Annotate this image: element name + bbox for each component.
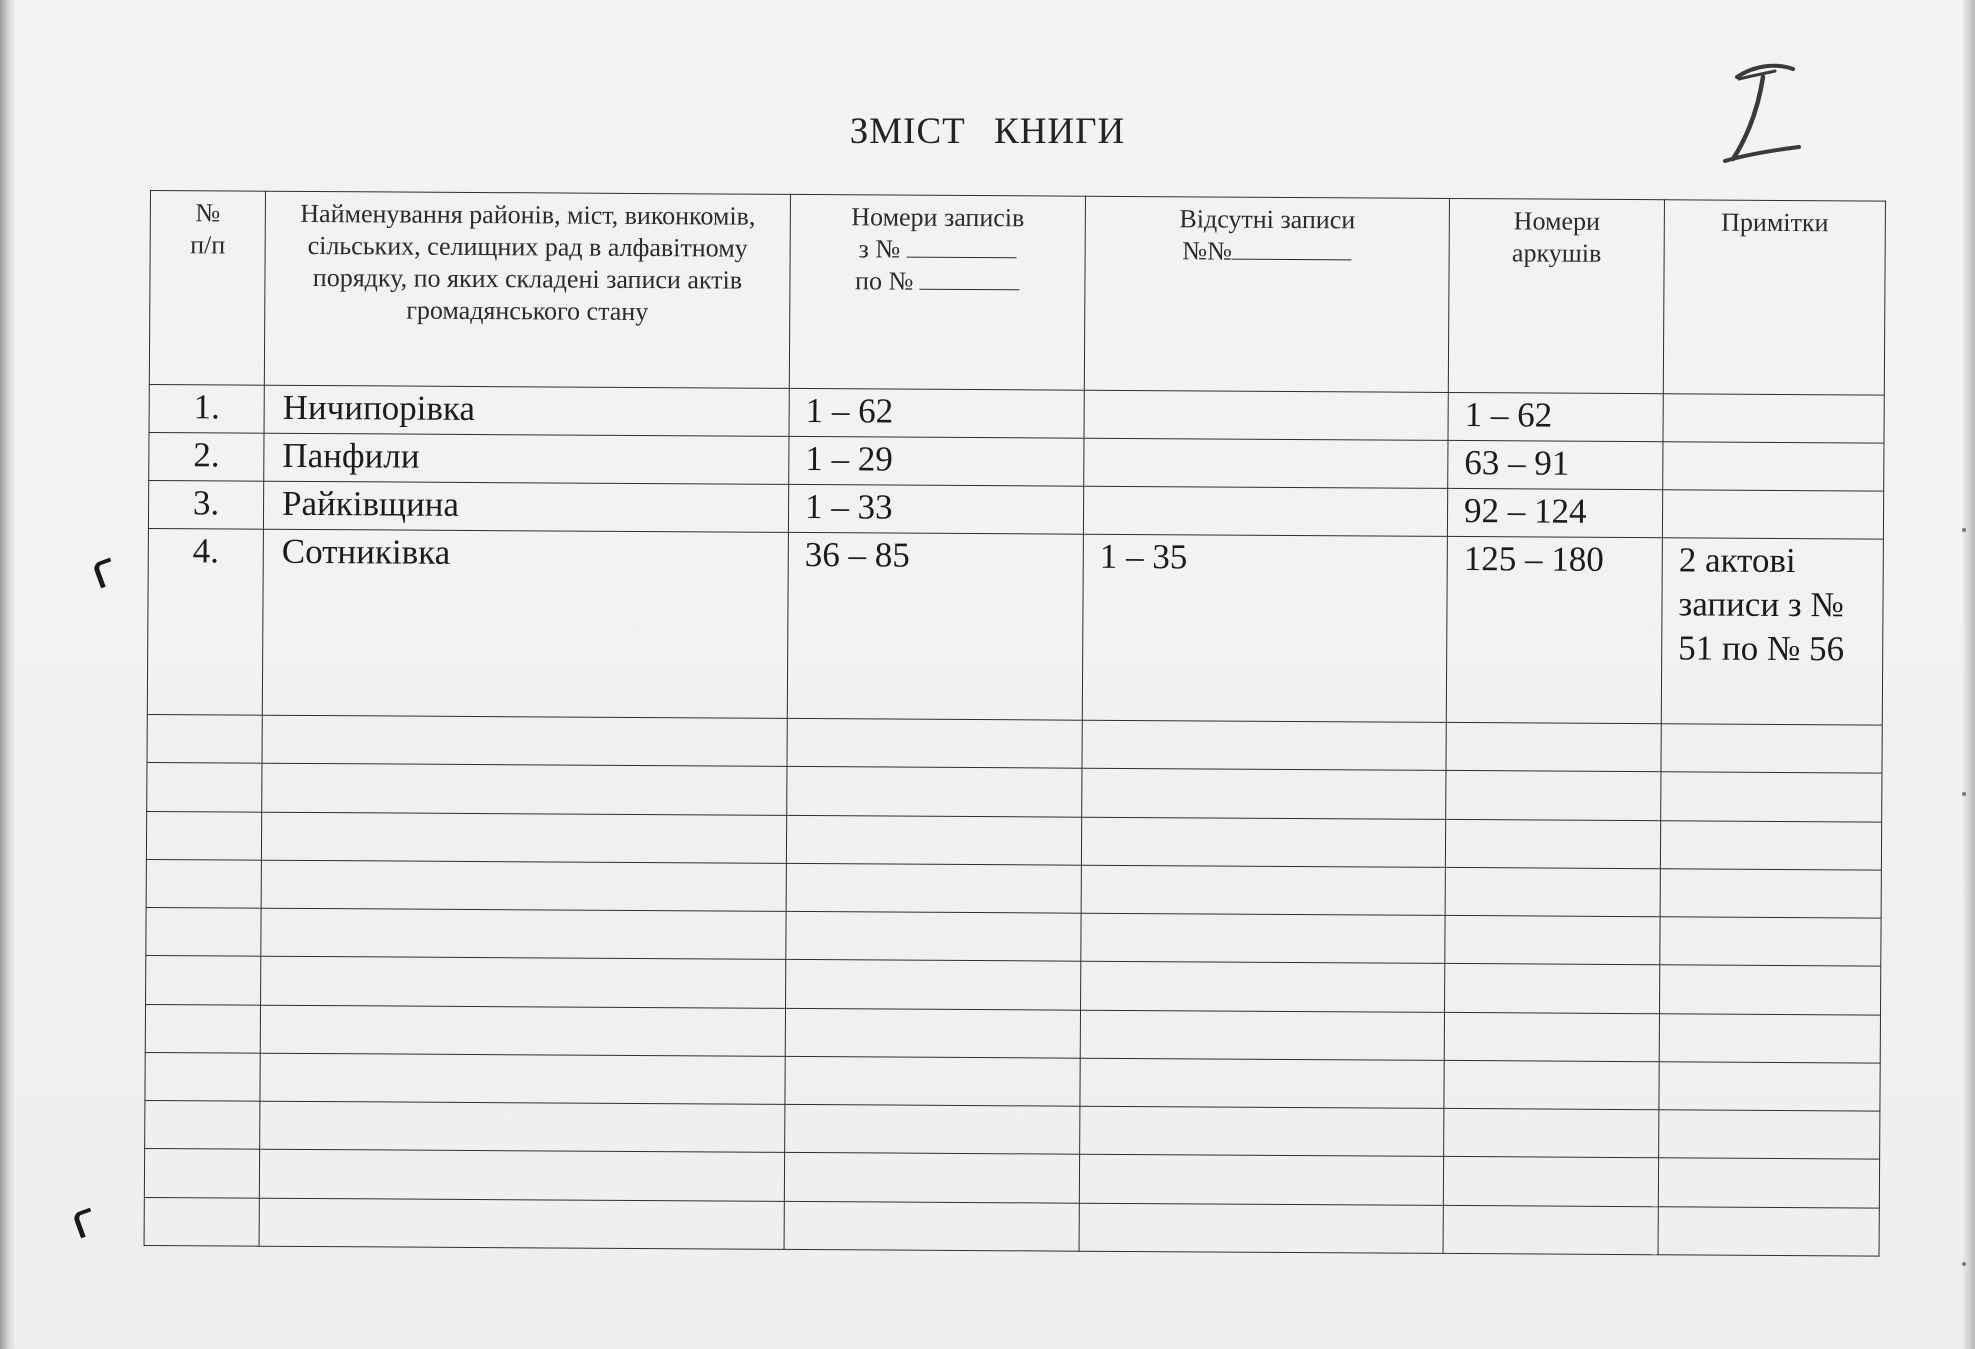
empty-cell — [1658, 1206, 1879, 1256]
empty-cell — [145, 1052, 260, 1101]
cell-sheets: 125 – 180 — [1446, 536, 1662, 723]
cell-number: 3. — [148, 480, 263, 529]
empty-cell — [1660, 820, 1881, 870]
cell-missing — [1084, 438, 1448, 488]
empty-cell — [1080, 1010, 1444, 1060]
empty-cell — [787, 718, 1082, 768]
empty-cell — [1081, 913, 1445, 963]
empty-cell — [145, 1004, 260, 1053]
empty-cell — [146, 811, 261, 860]
margin-tick-mark — [92, 558, 119, 589]
cell-name: Сотниківка — [262, 529, 788, 718]
empty-cell — [1445, 964, 1660, 1014]
empty-cell — [1659, 1110, 1880, 1160]
empty-cell — [260, 1101, 785, 1152]
empty-cell — [259, 1198, 784, 1250]
header-missing: Відсутні записи №№ — [1084, 196, 1449, 392]
empty-cell — [1444, 1012, 1659, 1062]
empty-cell — [1080, 1106, 1444, 1156]
table-row — [147, 528, 1883, 725]
empty-cell — [1081, 865, 1445, 915]
empty-table-row — [144, 1197, 1879, 1256]
empty-cell — [784, 1201, 1079, 1251]
empty-cell — [147, 714, 262, 763]
header-records: Номери записів з № по № — [789, 194, 1085, 390]
empty-cell — [261, 812, 786, 863]
cell-missing: 1 – 35 — [1082, 534, 1447, 722]
empty-cell — [262, 763, 787, 814]
empty-cell — [147, 763, 262, 812]
empty-cell — [1443, 1205, 1658, 1255]
page-edge-left — [0, 0, 16, 1349]
empty-cell — [261, 908, 786, 959]
empty-cell — [1445, 915, 1660, 965]
empty-cell — [1660, 917, 1881, 967]
empty-cell — [145, 1101, 260, 1150]
cell-records: 1 – 62 — [789, 388, 1084, 438]
cell-notes — [1662, 490, 1883, 539]
contents-table — [144, 190, 1885, 1257]
empty-cell — [1081, 962, 1445, 1012]
empty-cell — [260, 1053, 785, 1104]
cell-notes: 2 актові записи з № 51 по № 56 — [1661, 538, 1883, 725]
cell-number: 4. — [147, 528, 263, 715]
cell-records: 1 – 33 — [788, 484, 1083, 534]
empty-cell — [146, 956, 261, 1005]
empty-cell — [1443, 1157, 1658, 1207]
empty-cell — [260, 1005, 785, 1056]
empty-cell — [1659, 965, 1880, 1015]
header-sheets: Номери аркушів — [1448, 198, 1664, 393]
empty-cell — [1082, 720, 1446, 770]
empty-cell — [785, 1056, 1080, 1106]
empty-cell — [1660, 869, 1881, 919]
handwritten-page-number — [1715, 55, 1805, 175]
cell-records: 1 – 29 — [789, 436, 1084, 486]
document-title: ЗМІСТ КНИГИ — [849, 111, 1126, 152]
empty-cell — [786, 911, 1081, 961]
cell-name: Райківщина — [263, 481, 788, 532]
cell-number: 2. — [149, 432, 264, 481]
cell-sheets: 1 – 62 — [1448, 392, 1663, 441]
empty-cell — [784, 1153, 1079, 1203]
empty-cell — [1445, 819, 1660, 869]
empty-cell — [787, 767, 1082, 817]
empty-cell — [146, 908, 261, 957]
page-edge-right — [1963, 0, 1975, 1349]
cell-name: Панфили — [264, 433, 789, 484]
cell-missing — [1083, 486, 1447, 536]
empty-cell — [785, 1105, 1080, 1155]
fill-blank — [920, 288, 1020, 291]
empty-cell — [785, 1008, 1080, 1058]
empty-cell — [1658, 1158, 1879, 1208]
empty-cell — [1082, 768, 1446, 818]
scan-speck — [1962, 792, 1966, 796]
empty-cell — [1445, 867, 1660, 917]
cell-name: Ничипорівка — [264, 385, 789, 436]
cell-notes — [1663, 394, 1884, 443]
cell-number: 1. — [149, 384, 264, 433]
cell-missing — [1084, 390, 1448, 440]
empty-cell — [261, 860, 786, 911]
empty-cell — [786, 815, 1081, 865]
empty-cell — [1444, 1060, 1659, 1110]
empty-cell — [1444, 1109, 1659, 1159]
empty-cell — [1659, 1013, 1880, 1063]
cell-notes — [1663, 442, 1884, 491]
empty-cell — [1659, 1062, 1880, 1112]
empty-cell — [1080, 1058, 1444, 1108]
fill-blank — [907, 256, 1017, 259]
margin-tick-mark — [72, 1208, 99, 1239]
empty-cell — [1446, 722, 1661, 772]
header-row — [149, 191, 1885, 396]
empty-cell — [262, 715, 787, 766]
empty-cell — [1661, 772, 1882, 822]
empty-cell — [144, 1197, 259, 1246]
empty-cell — [1079, 1155, 1443, 1205]
empty-cell — [259, 1150, 784, 1201]
header-notes: Примітки — [1663, 200, 1885, 395]
cell-sheets: 63 – 91 — [1448, 440, 1663, 489]
header-number: № п/п — [149, 191, 265, 386]
header-name: Найменування районів, міст, виконкомів, сільських, селищних рад в алфавітному порядку, по яких складені записи актів громадянського стану — [264, 191, 790, 388]
empty-cell — [144, 1149, 259, 1198]
empty-cell — [1081, 817, 1445, 867]
empty-cell — [146, 859, 261, 908]
empty-cell — [786, 960, 1081, 1010]
empty-cell — [1446, 771, 1661, 821]
scan-speck — [1962, 1262, 1966, 1266]
empty-cell — [1661, 724, 1882, 774]
fill-blank — [1232, 258, 1352, 261]
scan-speck — [1962, 528, 1966, 532]
empty-cell — [261, 957, 786, 1008]
cell-sheets: 92 – 124 — [1447, 488, 1662, 537]
cell-records: 36 – 85 — [787, 532, 1083, 720]
empty-cell — [786, 863, 1081, 913]
empty-cell — [1079, 1203, 1443, 1254]
